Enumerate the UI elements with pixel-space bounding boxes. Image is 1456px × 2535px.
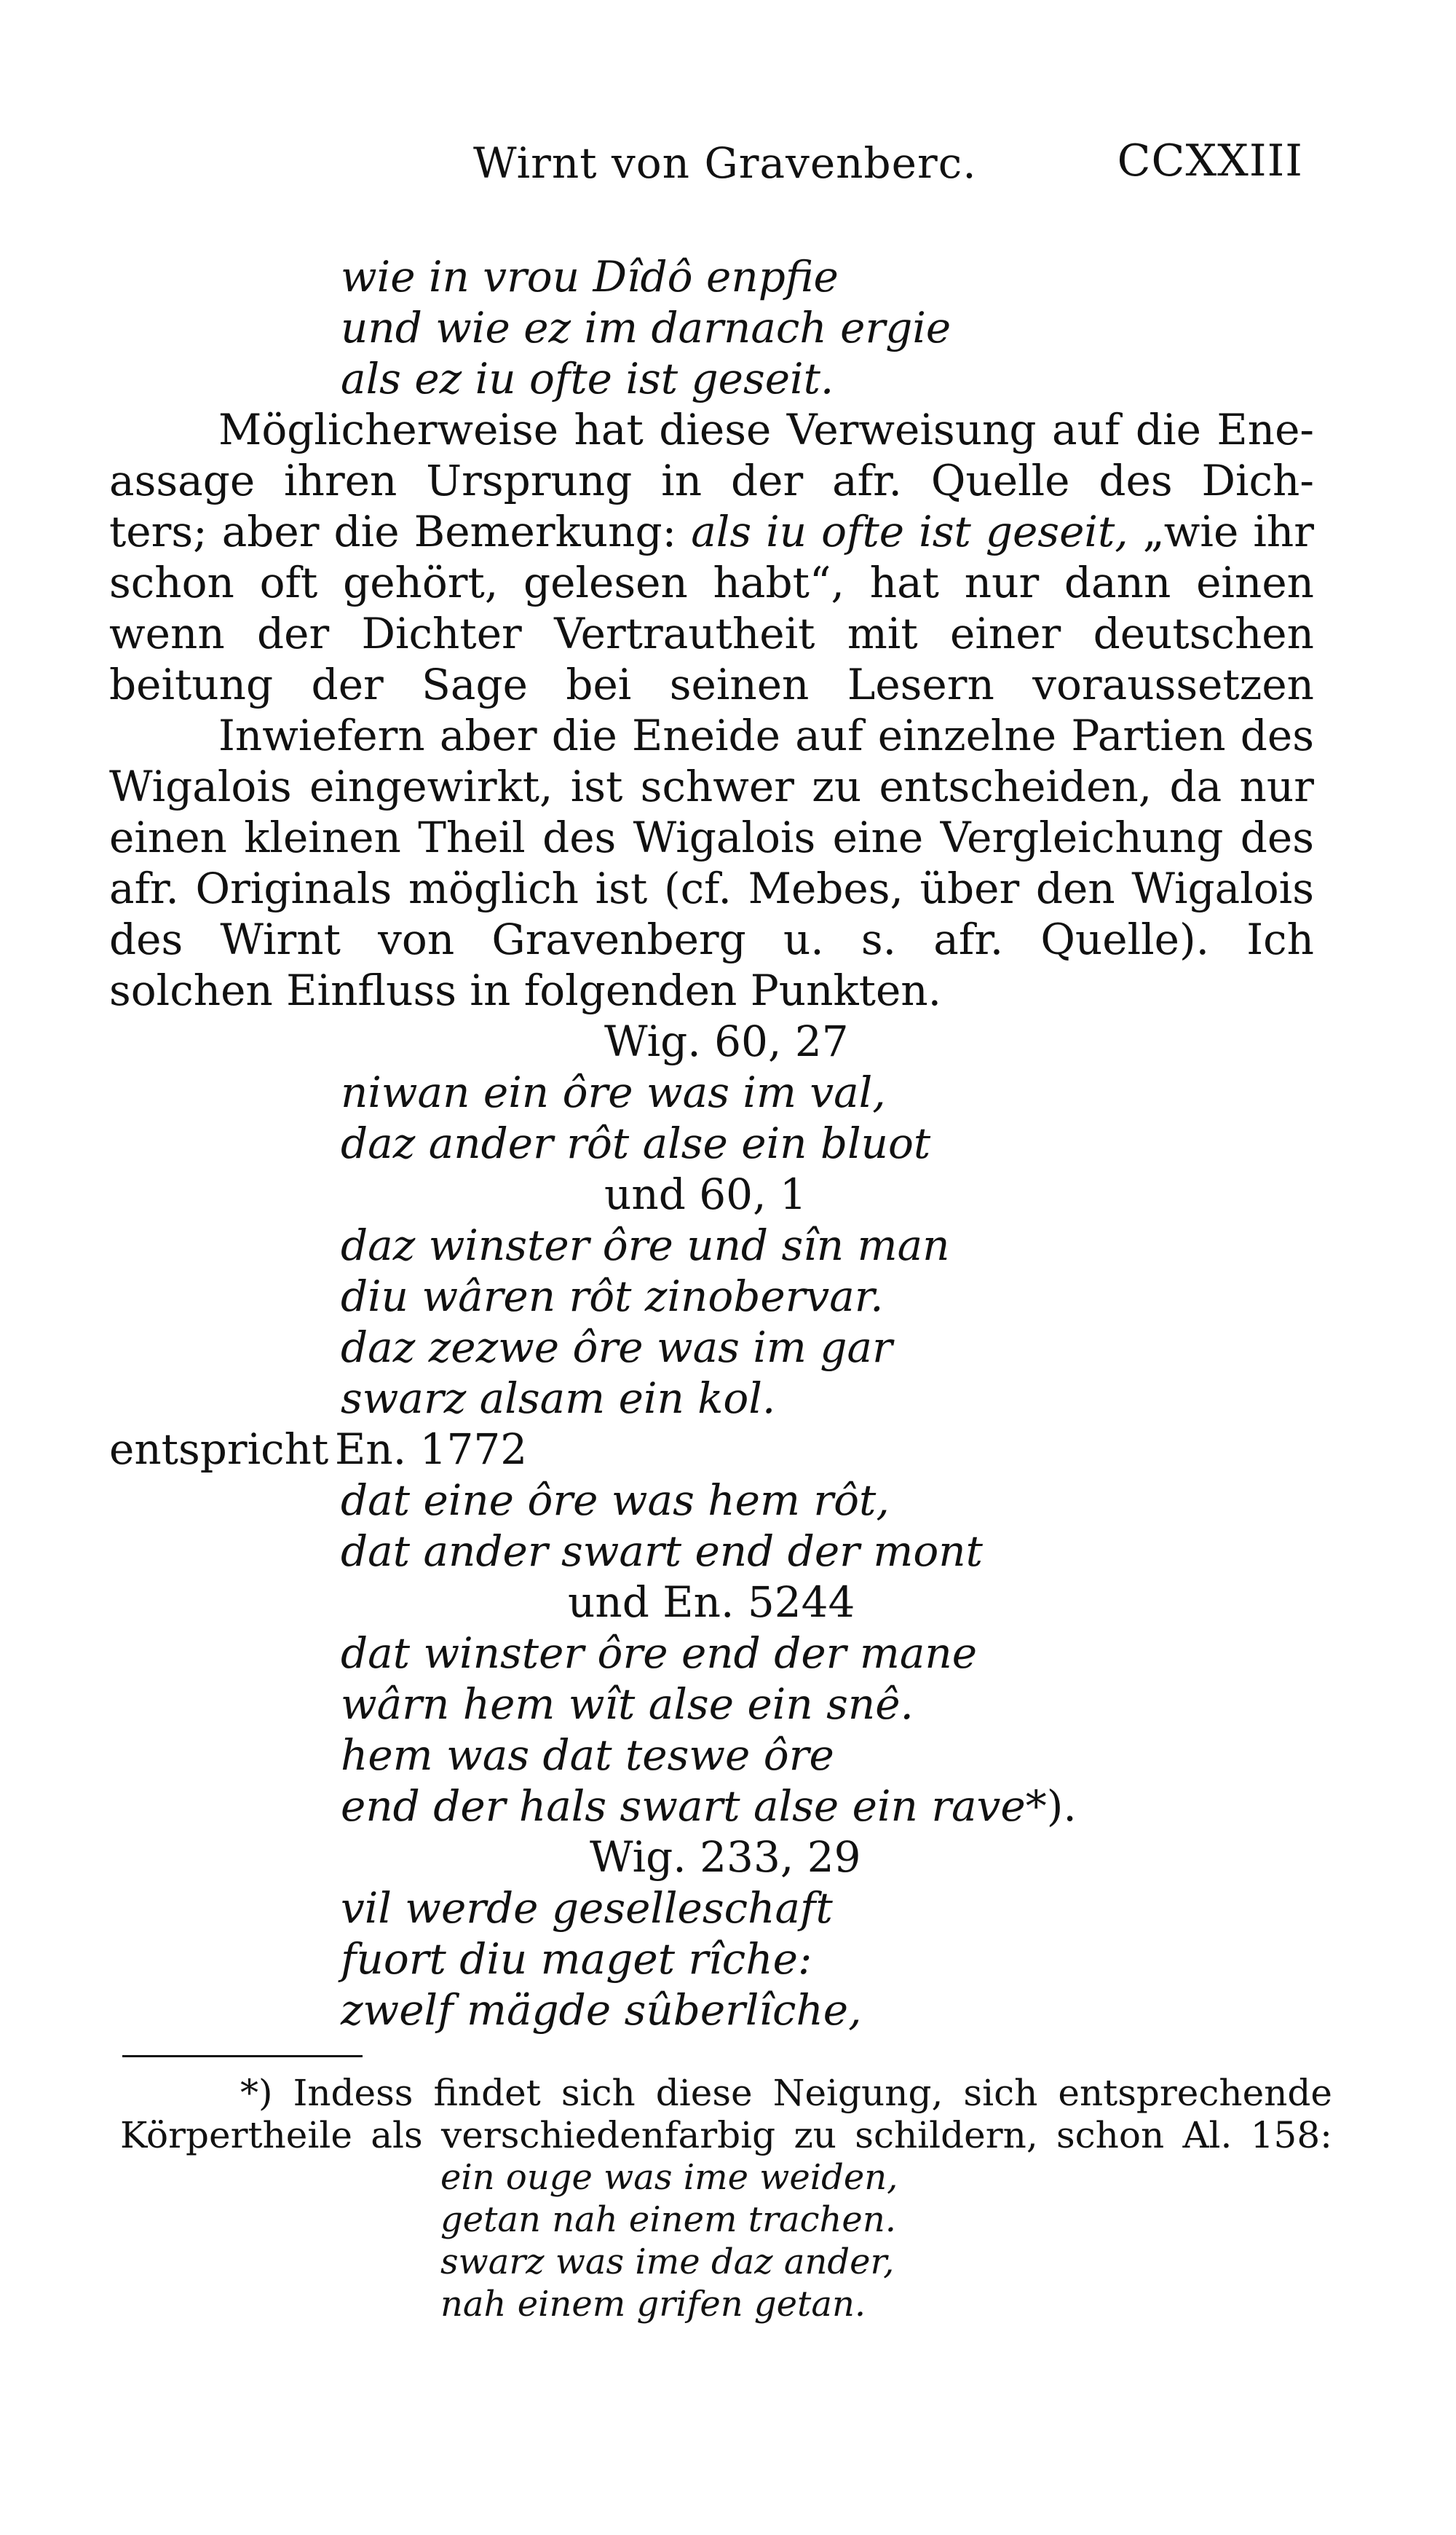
- text-line: beitung der Sage bei seinen Lesern voraussetzen: [109, 660, 1314, 709]
- footnote-line: *) Indess findet sich diese Neigung, sich entsprechende: [240, 2072, 1332, 2114]
- reference-heading: und En. 5244: [568, 1577, 855, 1627]
- verse-line: wârn hem wît alse ein snê.: [341, 1679, 914, 1729]
- verse-line: daz zezwe ôre was im gar: [341, 1322, 893, 1372]
- running-title: Wirnt von Gravenberc.: [473, 138, 977, 188]
- text-line: afr. Originals möglich ist (cf. Mebes, über den Wigalois: [109, 864, 1314, 913]
- verse-line: swarz alsam ein kol.: [341, 1373, 776, 1423]
- paragraph-2: [109, 710, 1314, 1016]
- verse-line: vil werde geselleschaft: [341, 1883, 833, 1933]
- text-line: [109, 506, 1314, 557]
- text-line: Wigalois eingewirkt, ist schwer zu entscheiden, da nur: [109, 762, 1314, 811]
- text-line: schon oft gehört, gelesen habt“, hat nur dann einen: [109, 558, 1314, 607]
- verse-line: als ez iu ofte ist geseit.: [341, 354, 834, 403]
- verse-line: daz ander rôt alse ein bluot: [341, 1119, 931, 1168]
- page-number: CCXXIII: [1117, 135, 1303, 186]
- footnote: [120, 2072, 1332, 2325]
- text-line: wenn der Dichter Vertrautheit mit einer deutschen: [109, 609, 1314, 658]
- reference-heading: Wig. 60, 27: [604, 1017, 849, 1066]
- verse-line: dat eine ôre was hem rôt,: [341, 1475, 890, 1525]
- footnote-verse: getan nah einem trachen.: [440, 2199, 896, 2240]
- text-segment: „wie ihr: [1128, 507, 1314, 556]
- main-text: [109, 251, 1314, 2035]
- verse-text: end der hals swart alse ein rave: [341, 1781, 1026, 1831]
- text-line: des Wirnt von Gravenberg u. s. afr. Quelle). Ich: [109, 915, 1314, 964]
- verse-line: wie in vrou Dîdô enpfie: [341, 252, 839, 301]
- paragraph-1: [109, 404, 1314, 710]
- quoted-verse: als iu ofte ist geseit,: [691, 507, 1128, 556]
- verse-line: diu wâren rôt zinobervar.: [341, 1272, 884, 1321]
- verse-line: fuort diu maget rîche:: [341, 1934, 812, 1984]
- reference-heading: und 60, 1: [604, 1170, 807, 1219]
- text-line: einen kleinen Theil des Wigalois eine Vergleichung des: [109, 813, 1314, 862]
- footnote-verse: nah einem grifen getan.: [440, 2284, 866, 2325]
- text-line: Möglicherweise hat diese Verweisung auf die Ene-: [218, 405, 1314, 454]
- text-line: solchen Einfluss in folgenden Punkten.: [109, 966, 942, 1015]
- footnote-marker: *).: [1025, 1781, 1077, 1831]
- footnote-verse: swarz was ime daz ander,: [440, 2242, 895, 2282]
- footnote-line: Körpertheile als verschiedenfarbig zu schildern, schon Al. 158:: [120, 2114, 1332, 2156]
- reference-lead: entspricht: [109, 1424, 329, 1474]
- verse-line: dat winster ôre end der mane: [341, 1628, 978, 1678]
- verse-line: niwan ein ôre was im val,: [341, 1068, 886, 1117]
- verse-line: dat ander swart end der mont: [341, 1526, 983, 1576]
- verse-line: hem was dat teswe ôre: [341, 1730, 834, 1780]
- reference-heading: Wig. 233, 29: [590, 1832, 861, 1882]
- text-line: assage ihren Ursprung in der afr. Quelle des Dich-: [109, 456, 1314, 505]
- reference-citation: En. 1772: [335, 1424, 528, 1474]
- reference-heading: [109, 1424, 1314, 1475]
- verse-line: und wie ez im darnach ergie: [341, 303, 951, 352]
- verse-line: zwelf mägde sûberlîche,: [341, 1985, 862, 2035]
- verse-line: daz winster ôre und sîn man: [341, 1221, 950, 1270]
- footnote-verse: ein ouge was ime weiden,: [440, 2157, 898, 2198]
- text-line: Inwiefern aber die Eneide auf einzelne Partien des: [218, 711, 1314, 760]
- verse-line: [109, 1781, 1314, 1832]
- footnote-rule: [122, 2055, 363, 2057]
- text-segment: ters; aber die Bemerkung:: [109, 507, 692, 556]
